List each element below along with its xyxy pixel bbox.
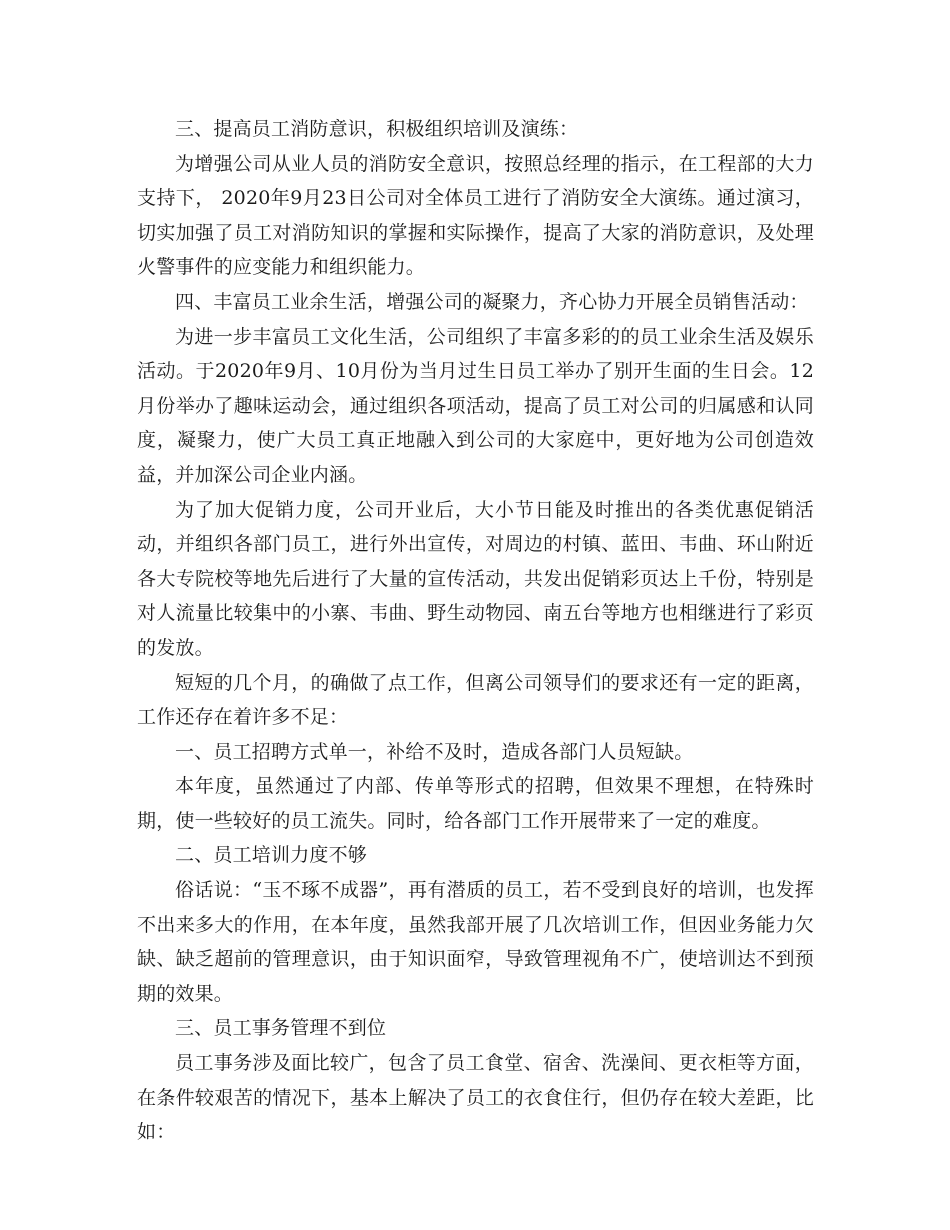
section-heading: 二、员工培训力度不够 xyxy=(175,844,368,867)
body-paragraph: 本年度，虽然通过了内部、传单等形式的招聘，但效果不理想，在特殊时期，使一些较好的员工流失。同时，给各部门工作开展带来了一定的难度。 xyxy=(137,775,814,832)
body-paragraph: 为进一步丰富员工文化生活，公司组织了丰富多彩的的员工业余生活及娱乐活动。于2020年9月、10月份为当月过生日员工举办了别开生面的生日会。12月份举办了趣味运动会，通过组织各项活动，提高了员工对公司的归属感和认同度，凝聚力，使广大员工真正地融入到公司的大家庭中，更好地为公司创造效益，并加深公司企业内涵。 xyxy=(137,325,814,486)
body-paragraph: 俗话说：“玉不琢不成器”，再有潜质的员工，若不受到良好的培训，也发挥不出来多大的作用，在本年度，虽然我部开展了几次培训工作，但因业务能力欠缺、缺乏超前的管理意识，由于知识面窄，导致管理视角不广，使培训达不到预期的效果。 xyxy=(137,879,814,1005)
body-paragraph: 员工事务涉及面比较广，包含了员工食堂、宿舍、洗澡间、更衣柜等方面，在条件较艰苦的情况下，基本上解决了员工的衣食住行，但仍存在较大差距，比如： xyxy=(137,1052,814,1144)
body-paragraph: 短短的几个月，的确做了点工作，但离公司领导们的要求还有一定的距离，工作还存在着许多不足： xyxy=(137,671,814,729)
body-paragraph: 为了加大促销力度，公司开业后，大小节日能及时推出的各类优惠促销活动，并组织各部门员工，进行外出宣传，对周边的村镇、蓝田、韦曲、环山附近各大专院校等地先后进行了大量的宣传活动，共发出促销彩页达上千份，特别是对人流量比较集中的小寨、韦曲、野生动物园、南五台等地方也相继进行了彩页的发放。 xyxy=(137,498,814,659)
section-heading: 三、员工事务管理不到位 xyxy=(175,1017,387,1040)
document-body xyxy=(137,112,814,1150)
section-heading: 三、提高员工消防意识，积极组织培训及演练： xyxy=(175,118,579,140)
body-paragraph: 为增强公司从业人员的消防安全意识，按照总经理的指示，在工程部的大力支持下， 2020年9月23日公司对全体员工进行了消防安全大演练。通过演习，切实加强了员工对消防知识的掌握和实际操作，提高了大家的消防意识，及处理火警事件的应变能力和组织能力。 xyxy=(137,152,814,279)
section-heading: 一、员工招聘方式单一，补给不及时，造成各部门人员短缺。 xyxy=(175,740,694,763)
section-heading: 四、丰富员工业余生活，增强公司的凝聚力，齐心协力开展全员销售活动： xyxy=(175,290,809,313)
